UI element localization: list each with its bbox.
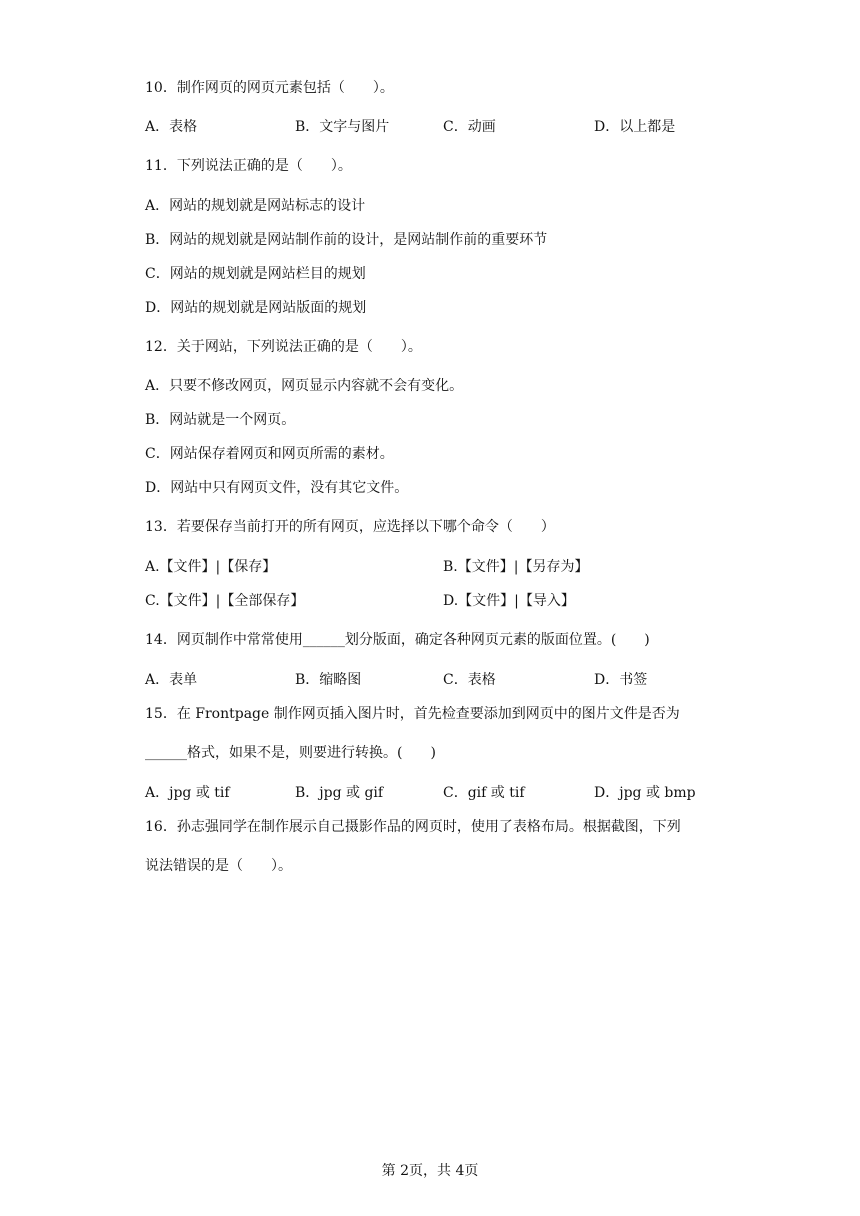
question-11-stem: 11．下列说法正确的是（ ）。 (145, 158, 352, 174)
q14-option-a: A．表单 (145, 672, 198, 688)
q11-option-a: A．网站的规划就是网站标志的设计 (145, 198, 366, 214)
question-13-stem: 13．若要保存当前打开的所有网页，应选择以下哪个命令（ ） (145, 519, 555, 535)
question-10-stem: 10．制作网页的网页元素包括（ ）。 (145, 80, 394, 96)
question-14-stem: 14．网页制作中常常使用______划分版面，确定各种网页元素的版面位置。( ) (145, 632, 650, 648)
q13-option-d: D.【文件】|【导入】 (443, 593, 575, 609)
q14-option-d: D．书签 (594, 672, 648, 688)
q15-option-c: C．gif 或 tif (443, 785, 525, 801)
q14-option-b: B．缩略图 (295, 672, 362, 688)
q12-option-c: C．网站保存着网页和网页所需的素材。 (145, 446, 394, 462)
q10-option-a: A．表格 (145, 119, 198, 135)
q13-option-a: A.【文件】|【保存】 (145, 559, 277, 575)
q14-option-c: C．表格 (443, 672, 496, 688)
q12-option-a: A．只要不修改网页，网页显示内容就不会有变化。 (145, 378, 464, 394)
q12-option-b: B．网站就是一个网页。 (145, 412, 296, 428)
q15-option-d: D．jpg 或 bmp (594, 785, 696, 801)
q10-option-d: D．以上都是 (594, 119, 676, 135)
question-16-stem-line1: 16．孙志强同学在制作展示自己摄影作品的网页时，使用了表格布局。根据截图，下列 (145, 819, 681, 835)
q13-option-c: C.【文件】|【全部保存】 (145, 593, 305, 609)
q10-option-c: C．动画 (443, 119, 496, 135)
question-15-stem-line1: 15．在 Frontpage 制作网页插入图片时，首先检查要添加到网页中的图片文件是否为 (145, 706, 680, 722)
q12-option-d: D．网站中只有网页文件，没有其它文件。 (145, 480, 409, 496)
q11-option-d: D．网站的规划就是网站版面的规划 (145, 300, 367, 316)
q11-option-b: B．网站的规划就是网站制作前的设计，是网站制作前的重要环节 (145, 232, 548, 248)
question-16-stem-line2: 说法错误的是（ ）。 (145, 858, 292, 874)
question-15-stem-line2: ______格式，如果不是，则要进行转换。( ) (145, 745, 436, 761)
q15-option-a: A．jpg 或 tif (145, 785, 230, 801)
page-number-footer: 第 2页，共 4页 (381, 1163, 479, 1179)
question-12-stem: 12．关于网站，下列说法正确的是（ ）。 (145, 339, 422, 355)
q15-option-b: B．jpg 或 gif (295, 785, 384, 801)
q11-option-c: C．网站的规划就是网站栏目的规划 (145, 266, 366, 282)
q13-option-b: B.【文件】|【另存为】 (443, 559, 589, 575)
q10-option-b: B．文字与图片 (295, 119, 390, 135)
